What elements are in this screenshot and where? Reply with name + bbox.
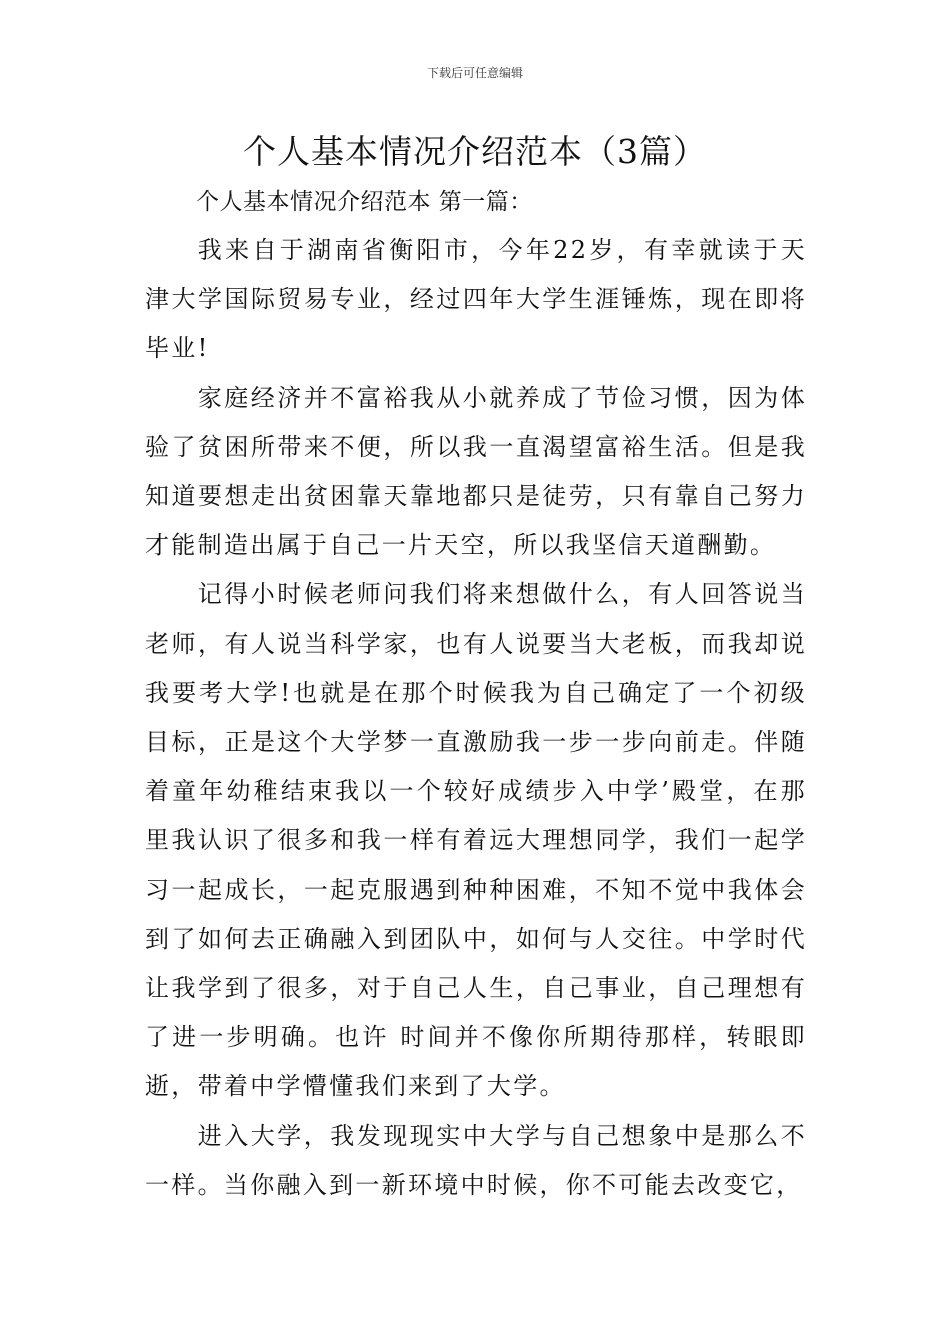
document-body <box>145 226 807 1210</box>
paragraph-3: 记得小时候老师问我们将来想做什么，有人回答说当老师，有人说当科学家，也有人说要当大老板，而我却说我要考大学!也就是在那个时候我为自己确定了一个初级目标，正是这个大学梦一直激励我一步一步向前走。伴随着童年幼稚结束我以一个较好成绩步入中学’殿堂，在那里我认识了很多和我一样有着远大理想同学，我们一起学习一起成长，一起克服遇到种种困难，不知不觉中我体会到了如何去正确融入到团队中，如何与人交往。中学时代让我学到了很多，对于自己人生，自己事业，自己理想有了进一步明确。也许 时间并不像你所期待那样，转眼即逝，带着中学懵懂我们来到了大学。 <box>145 580 807 1101</box>
document-title: 个人基本情况介绍范本（3篇） <box>243 132 707 171</box>
paragraph-2: 家庭经济并不富裕我从小就养成了节俭习惯，因为体验了贫困所带来不便，所以我一直渴望富裕生活。但是我知道要想走出贫困靠天靠地都只是徒劳，只有靠自己努力才能制造出属于自己一片天空，所以我坚信天道酬勤。 <box>145 383 807 560</box>
paragraph-1: 我来自于湖南省衡阳市，今年22岁，有幸就读于天津大学国际贸易专业，经过四年大学生涯锤炼，现在即将毕业! <box>145 236 807 363</box>
paragraph-4: 进入大学，我发现现实中大学与自己想象中是那么不一样。当你融入到一新环境中时候，你不可能去改变它， <box>145 1121 807 1199</box>
header-note: 下载后可任意编辑 <box>426 66 523 80</box>
section-heading: 个人基本情况介绍范本 第一篇： <box>196 189 533 215</box>
